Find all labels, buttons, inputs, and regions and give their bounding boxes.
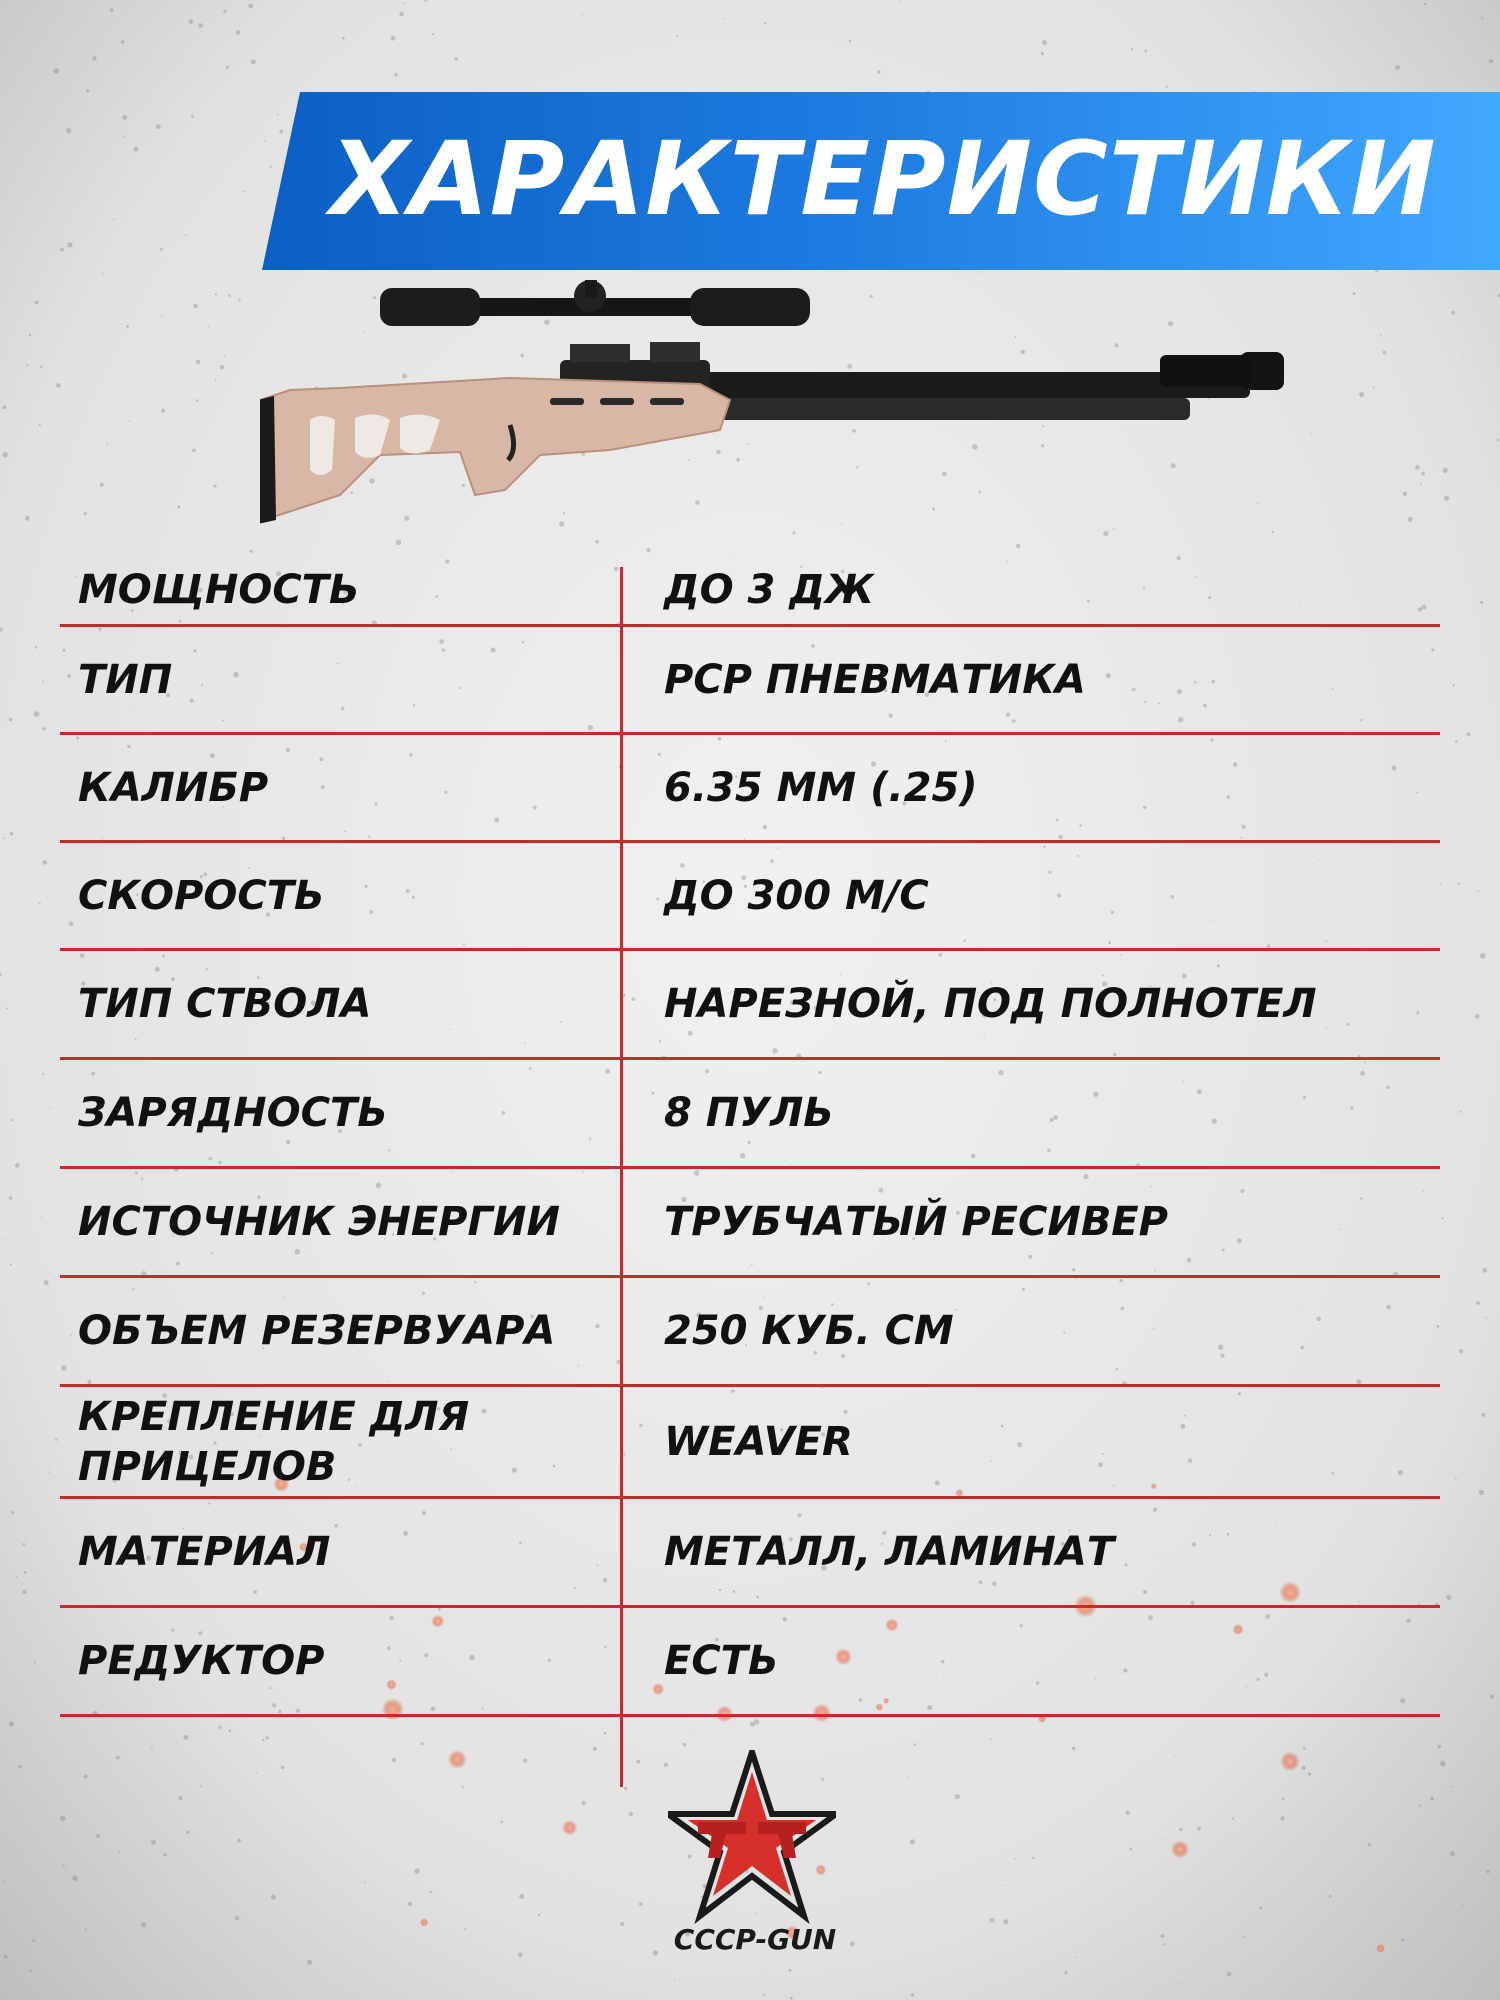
spec-value: ТРУБЧАТЫЙ РЕСИВЕР — [664, 1199, 1168, 1245]
spec-label: МАТЕРИАЛ — [78, 1529, 331, 1575]
spec-label: СКОРОСТЬ — [78, 872, 325, 919]
spec-value: МЕТАЛЛ, ЛАМИНАТ — [664, 1529, 1115, 1575]
specs-table — [60, 555, 1440, 1775]
spec-value: 6.35 ММ (.25) — [664, 764, 978, 811]
spec-label: РЕДУКТОР — [78, 1638, 325, 1684]
spec-label: МОЩНОСТЬ — [78, 566, 360, 613]
spec-label: ОБЪЕМ РЕЗЕРВУАРА — [78, 1308, 556, 1354]
logo-text: CCCP-GUN — [673, 1923, 837, 1956]
spec-label: КАЛИБР — [78, 764, 269, 811]
spec-value: 8 ПУЛЬ — [664, 1090, 834, 1136]
spec-label: ИСТОЧНИК ЭНЕРГИИ — [78, 1199, 560, 1245]
spec-value: ДО 3 ДЖ — [664, 566, 874, 613]
spec-row — [60, 1278, 1440, 1387]
spec-row — [60, 735, 1440, 843]
spec-row — [60, 1169, 1440, 1278]
spec-row — [60, 627, 1440, 735]
spec-value: ДО 300 М/С — [664, 872, 929, 919]
spec-value: PCP ПНЕВМАТИКА — [664, 656, 1086, 703]
spec-label: ТИП СТВОЛА — [78, 981, 372, 1027]
spec-row — [60, 1608, 1440, 1717]
spec-value: 250 КУБ. СМ — [664, 1308, 954, 1354]
page-title: ХАРАКТЕРИСТИКИ — [330, 120, 1437, 239]
spec-value: WEAVER — [664, 1418, 853, 1465]
cccp-gun-logo-icon — [668, 1750, 836, 1928]
spec-row — [60, 1060, 1440, 1169]
spec-row — [60, 555, 1440, 627]
row-divider — [60, 1714, 1440, 1717]
spec-label: ТИП — [78, 656, 173, 703]
spec-value: НАРЕЗНОЙ, ПОД ПОЛНОТЕЛ — [664, 981, 1317, 1027]
spec-row — [60, 843, 1440, 951]
spec-label: КРЕПЛЕНИЕ ДЛЯ ПРИЦЕЛОВ — [78, 1393, 470, 1490]
spec-label: ЗАРЯДНОСТЬ — [78, 1090, 388, 1136]
spec-row — [60, 1387, 1440, 1499]
spec-row — [60, 1499, 1440, 1608]
spec-value: ЕСТЬ — [664, 1638, 779, 1684]
spec-row — [60, 951, 1440, 1060]
rifle-image — [260, 280, 1290, 540]
